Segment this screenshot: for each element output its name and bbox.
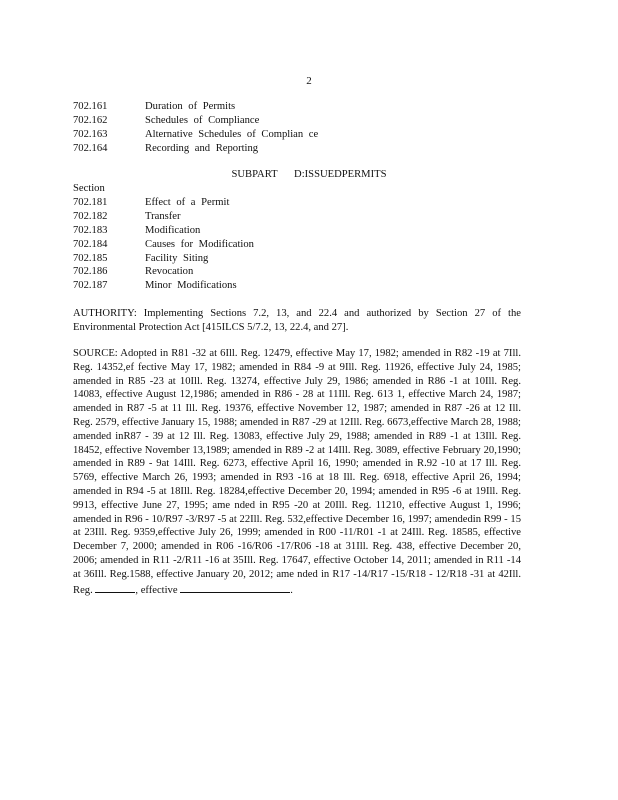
section-title: Alternative Schedules of Complian ce bbox=[145, 128, 319, 140]
toc-row bbox=[73, 114, 553, 128]
toc-row bbox=[73, 128, 553, 142]
section-number: 702.182 bbox=[73, 210, 108, 222]
section-number: 702.162 bbox=[73, 114, 108, 126]
toc-row bbox=[73, 252, 553, 266]
section-number: 702.183 bbox=[73, 224, 108, 236]
toc-row bbox=[73, 238, 553, 252]
authority-paragraph: AUTHORITY: Implementing Sections 7.2, 13, and 22.4 and authorized by Section 27 of the Environmental Protection Act [415ILCS 5/7.2, 13, 22.4, and 27]. bbox=[73, 308, 521, 333]
section-number: 702.184 bbox=[73, 238, 108, 250]
section-label: Section bbox=[73, 183, 105, 194]
section-title: Minor Modifications bbox=[145, 280, 237, 292]
section-number: 702.181 bbox=[73, 197, 108, 208]
section-number: 702.161 bbox=[73, 101, 108, 112]
toc-row bbox=[73, 279, 553, 293]
source-effective-label: effective bbox=[140, 584, 178, 596]
subpart-heading: SUBPART D:ISSUEDPERMITS bbox=[231, 169, 387, 180]
effective-date-blank bbox=[180, 582, 290, 593]
toc-row bbox=[73, 224, 553, 238]
source-history-text: SOURCE: Adopted in R81 -32 at 6Ill. Reg. 12479, effective May 17, 1982; amended in R82 -19 at 7Ill. Reg. 14352,ef fective May 17, 1982; amended in R84 -9 at 9Ill. Reg. 11926, effective July 24, 1985; amended in R85 -23 at 10Ill. Reg. 13274, effective July 29, 1986; amended in R86 -1 at 10Ill. Reg. 14083, effective August 12,1986; amended in R86 - 28 at 11Ill. Reg. 613 1, effective March 24, 1987; amended in R87 -5 at 11 Ill. Reg. 19376, effective November 12, 1987; amended in R87 -26 at 12 Ill. Reg. 2579, effective January 15, 1988; amended in R87 -29 at 12Ill. Reg. 6673,effective March 28, 1988; amended inR87 - 39 at 12 Ill. Reg. 13083, effective July 29, 1988; amended in R89 -1 at 13Ill. Reg. 18452, effective November 13,1989; amended in R89 -2 at 14Ill. Reg. 3089, effective February 20,1990; amended in R89 - 9at 14Ill. Reg. 6273, effective April 16, 1990; amended in R.92 -10 at 17 Ill. Reg. 5769, effective March 26, 1993; amended in R93 -16 at 18 Ill. Reg. 6918, effective April 26, 1994; amended in R94 -5 at 18Ill. Reg. 18284,effective December 20, 1994; amended in R95 -6 at 19Ill. Reg. 9913, effective June 27, 1995; ame nded in R95 -20 at 20Ill. Reg. 11210, effective August 1, 1996; amended in R96 - 10/R97 -3/R97 -5 at 22Ill. Reg. 532,effective December 16, 1997; amendedin R99 - 15 at 23Ill. Reg. 9359,effective July 26, 1999; amended in R00 -11/R01 -1 at 24Ill. Reg. 18585, effective December 7, 2000; amended in R06 -16/R06 -17/R06 -18 at 31Ill. Reg. 438, effective December 20, 2006; amended in R11 -2/R11 -16 at 35Ill. Reg. 17647, effective October 14, 2011; amended in R11 -14 at 36Ill. Reg.1588, effective January 20, 2012; ame nded in R17 -14/R17 -15/R18 - 12/R18 -31 at 42Ill. Reg. bbox=[73, 348, 521, 596]
section-number: 702.185 bbox=[73, 252, 108, 264]
section-number: 702.186 bbox=[73, 266, 108, 278]
section-title: Causes for Modification bbox=[145, 238, 254, 250]
section-number: 702.164 bbox=[73, 142, 108, 154]
section-title: Recording and Reporting bbox=[145, 142, 259, 154]
section-title: Revocation bbox=[145, 266, 194, 278]
toc-row bbox=[73, 210, 553, 224]
section-title: Modification bbox=[145, 224, 201, 236]
toc-top-list bbox=[73, 100, 553, 156]
toc-bottom-list bbox=[73, 196, 553, 293]
section-title: Facility Siting bbox=[145, 252, 209, 264]
toc-row bbox=[73, 196, 553, 210]
section-title: Duration of Permits bbox=[145, 101, 236, 112]
register-page-blank bbox=[95, 582, 135, 593]
section-title: Effect of a Permit bbox=[145, 197, 230, 208]
section-title: Transfer bbox=[145, 210, 181, 222]
page-number: 2 bbox=[306, 75, 312, 87]
section-number: 702.187 bbox=[73, 280, 108, 292]
source-paragraph bbox=[73, 347, 521, 597]
toc-row bbox=[73, 265, 553, 279]
section-title: Schedules of Compliance bbox=[145, 114, 260, 126]
section-number: 702.163 bbox=[73, 128, 108, 140]
toc-row bbox=[73, 142, 553, 156]
source-period: . bbox=[290, 584, 293, 596]
toc-row bbox=[73, 100, 553, 114]
source-comma: , bbox=[135, 584, 139, 596]
